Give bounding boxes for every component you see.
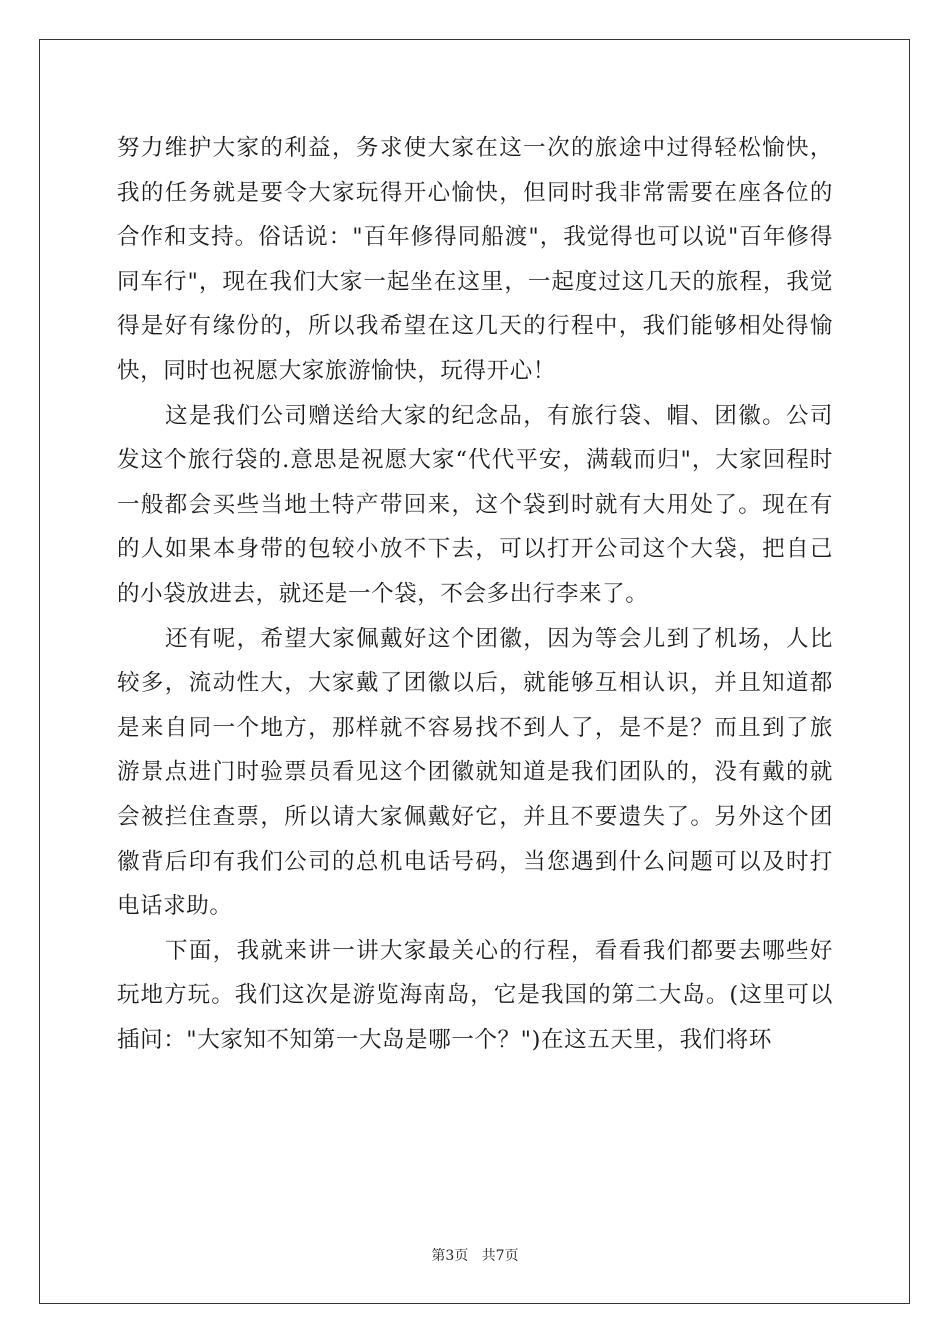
paragraph-1: 努力维护大家的利益，务求使大家在这一次的旅途中过得轻松愉快，我的任务就是要令大家玩得开心愉快，但同时我非常需要在座各位的合作和支持。俗话说："百年修得同船渡"，我觉得也可以说"百年修得同车行"，现在我们大家一起坐在这里，一起度过这几天的旅程，我觉得是好有缘份的，所以我希望在这几天的行程中，我们能够相处得愉快，同时也祝愿大家旅游愉快，玩得开心！ bbox=[117, 135, 833, 384]
paragraph-4: 下面，我就来讲一讲大家最关心的行程，看看我们都要去哪些好玩地方玩。我们这次是游览海南岛，它是我国的第二大岛。(这里可以插问："大家知不知第一大岛是哪一个？")在这五天里，我们将环 bbox=[117, 937, 833, 1053]
paragraph-3: 还有呢，希望大家佩戴好这个团徽，因为等会儿到了机场，人比较多，流动性大，大家戴了团徽以后，就能够互相认识，并且知道都是来自同一个地方，那样就不容易找不到人了，是不是？而且到了旅游景点进门时验票员看见这个团徽就知道是我们团队的，没有戴的就会被拦住查票，所以请大家佩戴好它，并且不要遗失了。另外这个团徽背后印有我们公司的总机电话号码，当您遇到什么问题可以及时打电话求助。 bbox=[117, 625, 833, 920]
page-number-footer: 第3页 共7页 bbox=[431, 1248, 519, 1264]
document-body bbox=[117, 126, 833, 1062]
paragraph-2: 这是我们公司赠送给大家的纪念品，有旅行袋、帽、团徽。公司发这个旅行袋的.意思是祝愿大家“代代平安，满载而归"，大家回程时一般都会买些当地土特产带回来，这个袋到时就有大用处了。现在有的人如果本身带的包较小放不下去，可以打开公司这个大袋，把自己的小袋放进去，就还是一个袋，不会多出行李来了。 bbox=[117, 402, 833, 607]
